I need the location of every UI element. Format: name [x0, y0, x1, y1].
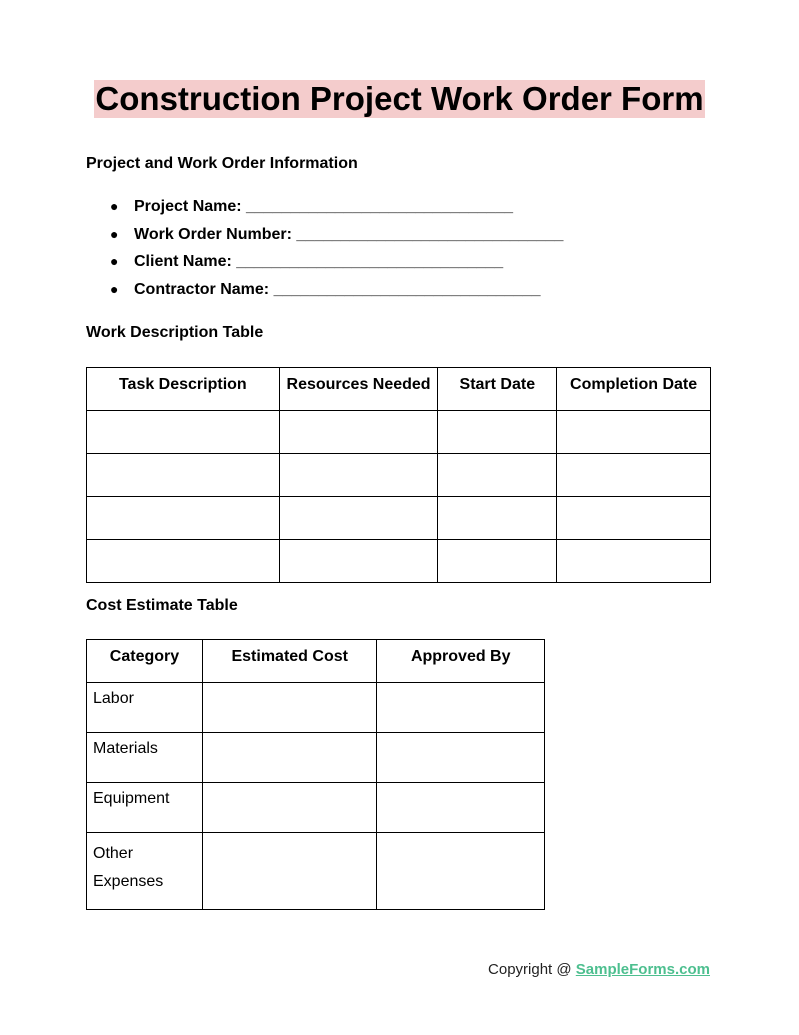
table-cell[interactable] [87, 411, 280, 454]
bullet-icon: ● [110, 198, 119, 214]
table-cell[interactable] [279, 540, 438, 583]
bullet-icon: ● [110, 281, 119, 298]
table-row [87, 733, 545, 783]
table-cell[interactable] [279, 497, 438, 540]
table-row [87, 497, 711, 540]
list-item [110, 251, 563, 279]
table-header-row [87, 368, 711, 411]
table-row [87, 783, 545, 833]
table-cell[interactable] [377, 683, 545, 733]
table-cell[interactable] [377, 833, 545, 910]
sampleforms-link[interactable]: SampleForms.com [575, 961, 710, 978]
table-cell[interactable] [87, 454, 280, 497]
table-cell[interactable] [202, 683, 377, 733]
table-cell[interactable] [557, 497, 711, 540]
column-header: Approved By [377, 640, 545, 683]
table-cell[interactable] [202, 833, 377, 910]
category-cell: Labor [87, 683, 203, 733]
field-blank[interactable]: ______________________________ [273, 281, 541, 299]
table-row [87, 454, 711, 497]
column-header: Task Description [87, 368, 280, 411]
table-cell[interactable] [202, 733, 377, 783]
table-cell[interactable] [377, 733, 545, 783]
table-cell[interactable] [557, 454, 711, 497]
list-item [110, 279, 563, 307]
field-blank[interactable]: ______________________________ [236, 253, 504, 271]
project-info-heading: Project and Work Order Information [86, 155, 358, 172]
cost-estimate-table [86, 639, 545, 910]
page-title: Construction Project Work Order Form [95, 80, 704, 117]
field-label: Work Order Number: [134, 225, 292, 243]
work-description-table [86, 367, 711, 583]
table-cell[interactable] [377, 783, 545, 833]
table-cell[interactable] [438, 411, 557, 454]
list-item [110, 196, 563, 224]
cost-estimate-heading: Cost Estimate Table [86, 597, 238, 614]
field-label: Contractor Name: [134, 281, 270, 299]
table-cell[interactable] [438, 540, 557, 583]
table-cell[interactable] [87, 497, 280, 540]
table-cell[interactable] [438, 497, 557, 540]
copyright-footer [488, 961, 710, 978]
column-header: Completion Date [557, 368, 711, 411]
bullet-icon: ● [110, 225, 119, 242]
table-cell[interactable] [279, 454, 438, 497]
work-description-heading: Work Description Table [86, 324, 264, 341]
category-cell: Other Expenses [87, 833, 203, 910]
column-header: Start Date [438, 368, 557, 411]
table-header-row [87, 640, 545, 683]
column-header: Resources Needed [279, 368, 438, 411]
table-cell[interactable] [438, 454, 557, 497]
category-cell: Materials [87, 733, 203, 783]
field-label: Project Name: [134, 198, 242, 215]
field-blank[interactable]: ______________________________ [296, 225, 564, 243]
table-cell[interactable] [87, 540, 280, 583]
category-cell: Equipment [87, 783, 203, 833]
field-label: Client Name: [134, 253, 232, 271]
copyright-text: Copyright @ [488, 961, 576, 978]
table-row [87, 683, 545, 733]
table-row [87, 411, 711, 454]
bullet-icon: ● [110, 253, 119, 270]
column-header: Estimated Cost [202, 640, 377, 683]
project-info-list [110, 196, 563, 307]
table-cell[interactable] [279, 411, 438, 454]
table-row [87, 833, 545, 910]
table-row [87, 540, 711, 583]
table-cell[interactable] [557, 411, 711, 454]
table-cell[interactable] [557, 540, 711, 583]
list-item [110, 224, 563, 252]
field-blank[interactable]: ______________________________ [246, 198, 513, 215]
column-header: Category [87, 640, 203, 683]
table-cell[interactable] [202, 783, 377, 833]
